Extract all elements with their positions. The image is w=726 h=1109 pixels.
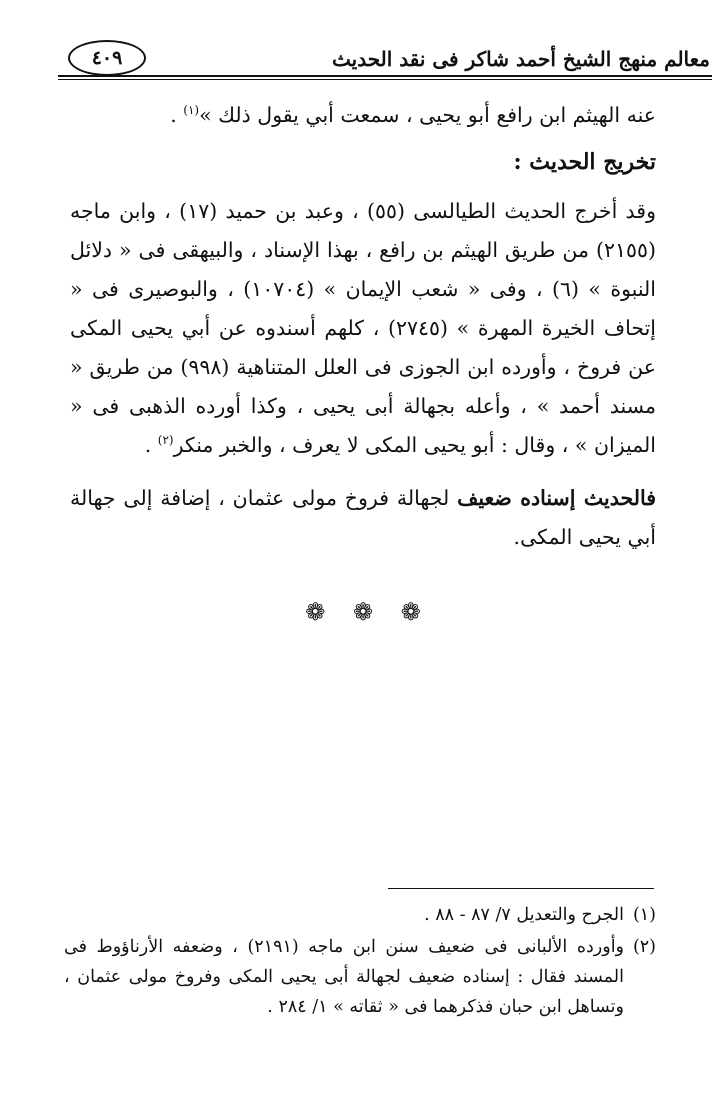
footnote-text: الجرح والتعديل ٧/ ٨٧ - ٨٨ . bbox=[424, 905, 624, 925]
footnote-marker: (٢) bbox=[632, 937, 656, 957]
flower-ornament-icon: ❁ bbox=[352, 598, 374, 626]
footnote-ref-2: (٢) bbox=[157, 433, 174, 448]
footnote-2 bbox=[64, 932, 656, 1022]
running-header-title: معالم منهج الشيخ أحمد شاكر فى نقد الحديث bbox=[332, 47, 710, 71]
flower-ornament-icon: ❁ bbox=[305, 598, 326, 626]
conclusion-lead: فالحديث إسناده ضعيف bbox=[457, 486, 656, 510]
intro-line bbox=[70, 96, 656, 135]
takhrij-end: . bbox=[144, 433, 158, 457]
flower-ornament-icon: ❁ bbox=[400, 598, 421, 626]
intro-end: . bbox=[170, 103, 184, 127]
footnote-divider bbox=[388, 888, 654, 889]
takhrij-text: وقد أخرج الحديث الطيالسى (٥٥) ، وعبد بن حميد (١٧) ، وابن ماجه (٢١٥٥) من طريق الهيثم بن رافع ، بهذا الإسناد ، والبيهقى فى « دلائل النبوة » (٦) ، وفى « شعب الإيمان » (١٠٧٠٤) ، والبوصيرى فى « إتحاف الخيرة المهرة » (٢٧٤٥) ، كلهم أسندوه عن أبي يحيى المكى عن فروخ ، وأورده ابن الجوزى فى العلل المتناهية (٩٩٨) من طريق « مسند أحمد » ، وأعله بجهالة أبى يحيى ، وكذا أورده الذهبى فى « الميزان » ، وقال : أبو يحيى المكى لا يعرف ، والخبر منكر bbox=[70, 199, 656, 457]
section-separator bbox=[0, 598, 726, 626]
conclusion-paragraph bbox=[70, 479, 656, 557]
footnote-ref-1: (١) bbox=[183, 103, 200, 118]
header-rule-thin bbox=[58, 79, 712, 80]
footnote-marker: (١) bbox=[632, 905, 656, 925]
intro-text: عنه الهيثم ابن رافع أبو يحيى ، سمعت أبي يقول ذلك » bbox=[199, 103, 656, 127]
header-rule bbox=[58, 75, 712, 77]
footnotes bbox=[64, 900, 656, 1024]
main-text bbox=[70, 96, 656, 557]
takhrij-paragraph bbox=[70, 192, 656, 465]
footnote-1 bbox=[64, 900, 656, 930]
footnote-text: وأورده الألبانى فى ضعيف سنن ابن ماجه (٢١٩١) ، وضعفه الأرناؤوط فى المسند فقال : إسناده ضعيف لجهالة أبى يحيى المكى وفروخ مولى عثمان ، وتساهل ابن حبان فذكرهما فى « ثقاته » ١/ ٢٨٤ . bbox=[64, 937, 625, 1017]
conclusion-text: لجهالة فروخ مولى عثمان ، إضافة إلى جهالة أبي يحيى المكى. bbox=[70, 486, 656, 549]
page-number: ٤٠٩ bbox=[68, 40, 146, 76]
section-heading: تخريج الحديث : bbox=[513, 149, 656, 175]
